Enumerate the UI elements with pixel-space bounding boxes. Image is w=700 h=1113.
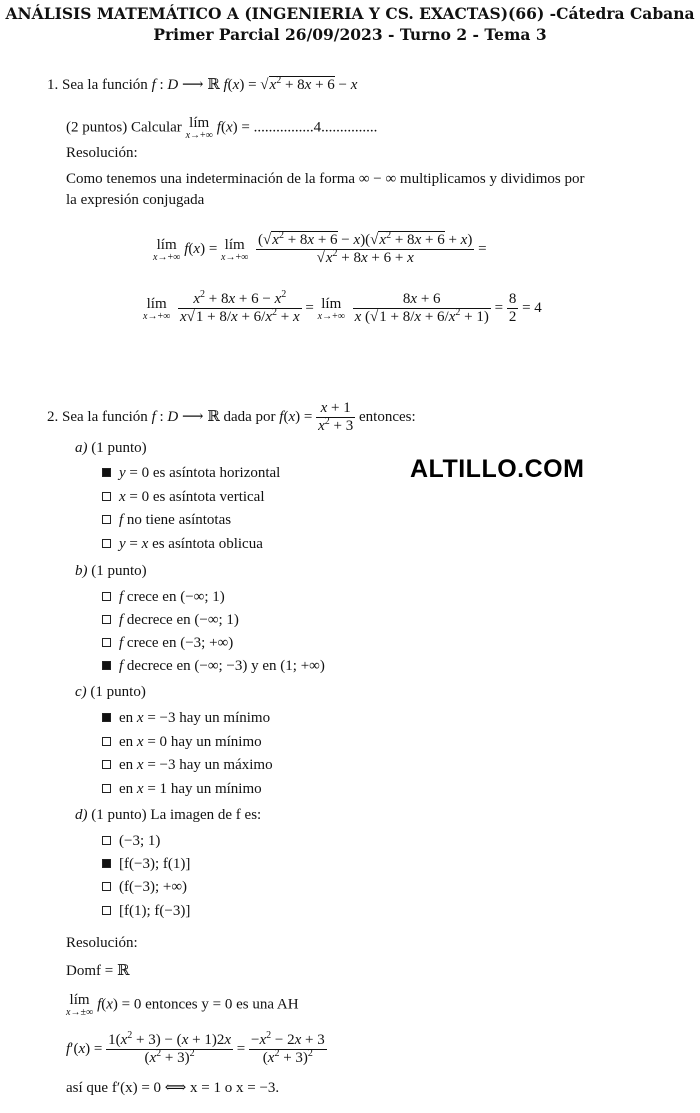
checkbox-empty-icon: [102, 615, 111, 624]
q2-b-option-3[interactable]: f crece en (−3; +∞): [102, 635, 233, 652]
q1-equation-2: lím x→+∞ $\frac{x^2 + 8x + 6 - x^2}{x√1 + 8/x + 6/x^2 + x}$ = lím x→+∞ $\frac{8x + 6}{x (√1 + 8/x + 6/x^2 + 1)}$ = $\frac{8}{2}$ = 4: [143, 289, 542, 325]
checkbox-empty-icon: [102, 906, 111, 915]
q1-answer: ................4...............: [253, 119, 378, 136]
header-title-line2: Primer Parcial 26/09/2023 - Turno 2 - Tema 3: [153, 25, 547, 44]
q2-b-option-2[interactable]: f decrece en (−∞; 1): [102, 612, 239, 629]
q2-statement-suffix: entonces:: [359, 408, 416, 425]
checkbox-empty-icon: [102, 515, 111, 524]
q2-derivative: f′(x) = $\frac{1(x^2 + 3) - (x + 1)2x}{(x^2 + 3)^2}$ = $\frac{-x^2 - 2x + 3}{(x^2 + 3)^2}$: [66, 1030, 325, 1066]
checkbox-empty-icon: [102, 882, 111, 891]
q2-part-a-header: a) (1 punto): [75, 440, 147, 456]
q2-b-option-1[interactable]: f crece en (−∞; 1): [102, 589, 225, 606]
checkbox-filled-icon: [102, 713, 111, 722]
q2-a-option-1[interactable]: y = 0 es asíntota horizontal: [102, 465, 280, 482]
q1-number: 1.: [47, 77, 59, 93]
checkbox-empty-icon: [102, 539, 111, 548]
q2-critical-points: así que f′(x) = 0 ⟺ x = 1 o x = −3.: [66, 1080, 280, 1096]
q2-limit-ah: lím x→±∞ f(x) = 0 entonces y = 0 es una AH: [66, 992, 299, 1018]
q1-task: (2 puntos) Calcular lím x→+∞ f(x) = ................4...............: [66, 115, 378, 141]
q1-statement-prefix: Sea la función: [62, 77, 148, 93]
q2-resolucion-label: Resolución:: [66, 935, 138, 951]
checkbox-empty-icon: [102, 737, 111, 746]
checkbox-empty-icon: [102, 836, 111, 845]
checkbox-empty-icon: [102, 492, 111, 501]
q2-a-option-2[interactable]: x = 0 es asíntota vertical: [102, 489, 265, 506]
checkbox-empty-icon: [102, 784, 111, 793]
q2-a-option-3[interactable]: f no tiene asíntotas: [102, 512, 231, 529]
q2-c-option-1[interactable]: en x = −3 hay un mínimo: [102, 710, 270, 727]
q2-number: 2.: [47, 408, 59, 425]
checkbox-empty-icon: [102, 592, 111, 601]
checkbox-empty-icon: [102, 638, 111, 647]
q1-explanation-line1: Como tenemos una indeterminación de la forma ∞ − ∞ multiplicamos y dividimos por: [66, 171, 585, 187]
q1-explanation-line2: la expresión conjugada: [66, 192, 205, 208]
q2-domain: Domf = ℝ: [66, 963, 130, 979]
q1-resolucion-label: Resolución:: [66, 145, 138, 161]
q2-c-option-3[interactable]: en x = −3 hay un máximo: [102, 757, 273, 774]
q1-result: = 4: [522, 299, 542, 316]
q1-points: (2 puntos) Calcular: [66, 119, 182, 136]
q2-statement: 2. Sea la función f : D ⟶ ℝ dada por f(x) = $\frac{x + 1}{x^2 + 3}$ entonces:: [47, 400, 416, 434]
q2-c-option-4[interactable]: en x = 1 hay un mínimo: [102, 781, 262, 798]
q1-statement: [47, 75, 357, 94]
q2-part-d-header: d) (1 punto) La imagen de f es:: [75, 807, 262, 823]
watermark-logo: ALTILLO.COM: [410, 455, 585, 483]
header-title-line1: ANÁLISIS MATEMÁTICO A (INGENIERIA Y CS. EXACTAS)(66) -Cátedra Cabana: [5, 4, 695, 23]
checkbox-filled-icon: [102, 859, 111, 868]
q2-d-option-3[interactable]: (f(−3); +∞): [102, 879, 187, 896]
q2-c-option-2[interactable]: en x = 0 hay un mínimo: [102, 734, 262, 751]
q2-d-option-2[interactable]: [f(−3); f(1)]: [102, 856, 190, 873]
checkbox-empty-icon: [102, 760, 111, 769]
q2-part-c-header: c) (1 punto): [75, 684, 146, 700]
q2-d-option-4[interactable]: [f(1); f(−3)]: [102, 903, 190, 920]
q2-statement-mid: dada por: [223, 408, 276, 425]
q2-d-option-1[interactable]: (−3; 1): [102, 833, 160, 850]
q2-a-option-4[interactable]: y = x es asíntota oblicua: [102, 536, 263, 553]
q1-limit-symbol: lím x→+∞: [185, 115, 213, 141]
q1-function-definition: f : D ⟶ ℝ $f(x) = √x^2 + 8x + 6 - x$: [151, 75, 358, 93]
q1-equation-1: lím x→+∞ f(x) = lím x→+∞ $\frac{(√x^2 + 8x + 6 - x)(√x^2 + 8x + 6 + x)}{√x^2 + 8x + 6 + x}$ =: [153, 230, 487, 266]
checkbox-filled-icon: [102, 468, 111, 477]
q2-statement-prefix: Sea la función: [62, 408, 148, 425]
checkbox-filled-icon: [102, 661, 111, 670]
q2-part-b-header: b) (1 punto): [75, 563, 147, 579]
q2-b-option-4[interactable]: f decrece en (−∞; −3) y en (1; +∞): [102, 658, 325, 675]
